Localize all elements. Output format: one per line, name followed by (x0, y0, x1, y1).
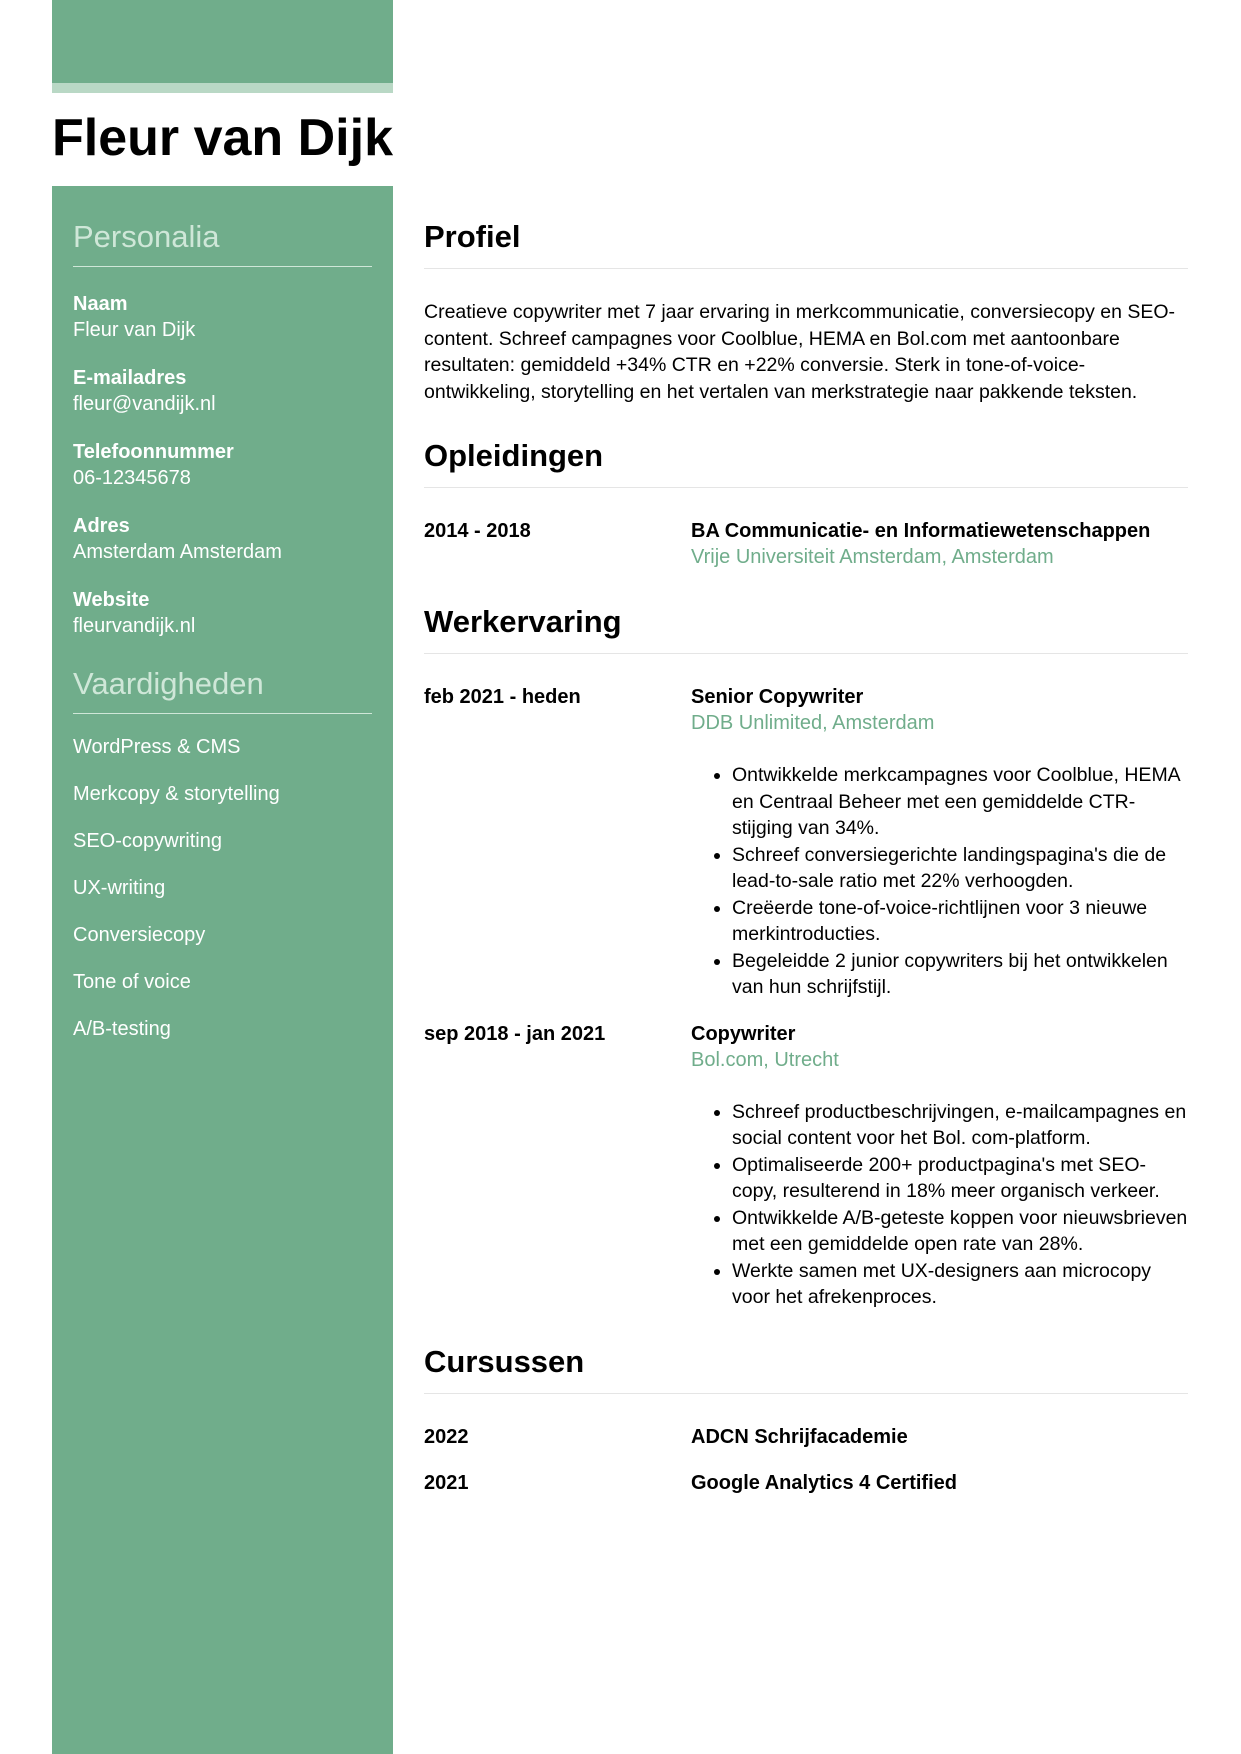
bullet-item: • Optimaliseerde 200+ productpagina's met SEO-copy, resulterend in 18% meer organisch verkeer. (732, 1152, 1188, 1205)
personal-item-address (73, 513, 372, 565)
entry-period: sep 2018 - jan 2021 (424, 1022, 606, 1045)
header-accent-strip (52, 83, 393, 93)
bullet-item: • Ontwikkelde A/B-geteste koppen voor nieuwsbrieven met een gemiddelde open rate van 28%. (732, 1205, 1188, 1258)
entry-body (691, 684, 1188, 1001)
profile-heading: Profiel (424, 218, 1188, 269)
entry-title: Copywriter (691, 1022, 796, 1045)
course-title: ADCN Schrijfacademie (691, 1425, 908, 1448)
entry-bullets (691, 762, 1188, 1001)
skill-item: Conversiecopy (73, 924, 206, 946)
skill-item: A/B-testing (73, 1018, 171, 1040)
entry-title: BA Communicatie- en Informatiewetenschappen (691, 520, 1151, 542)
experience-entry (424, 1021, 1188, 1311)
main-content (424, 186, 1188, 1496)
experience-section (424, 603, 1188, 1311)
course-year: 2021 (424, 1471, 469, 1494)
entry-org: Bol.com, Utrecht (691, 1048, 839, 1071)
entry-bullets (691, 1099, 1188, 1311)
personal-label: Website (73, 589, 150, 611)
course-entry (424, 1470, 1188, 1496)
bullet-item: • Creëerde tone-of-voice-richtlijnen voor 3 nieuwe merkintroducties. (732, 895, 1188, 948)
entry-body (691, 1021, 1188, 1311)
personal-list (73, 291, 372, 639)
skill-item: Merkcopy & storytelling (73, 783, 280, 805)
entry-title: Senior Copywriter (691, 686, 864, 708)
personal-value: 06-12345678 (73, 467, 191, 489)
education-entry (424, 518, 1188, 571)
course-title: Google Analytics 4 Certified (691, 1471, 957, 1494)
courses-heading: Cursussen (424, 1343, 1188, 1394)
bullet-item: • Begeleidde 2 junior copywriters bij het ontwikkelen van hun schrijfstijl. (732, 948, 1188, 1001)
personal-item-name (73, 291, 372, 343)
course-entry (424, 1424, 1188, 1450)
education-section (424, 437, 1188, 571)
personal-value: Amsterdam Amsterdam (73, 541, 282, 563)
personal-item-website (73, 587, 372, 639)
bullet-item: • Schreef productbeschrijvingen, e-mailcampagnes en social content voor het Bol. com-platform. (732, 1099, 1188, 1152)
course-year: 2022 (424, 1425, 469, 1448)
personal-value: fleurvandijk.nl (73, 615, 196, 637)
header-accent-block (52, 0, 393, 83)
entry-org: Vrije Universiteit Amsterdam, Amsterdam (691, 546, 1054, 568)
personal-label: E-mailadres (73, 367, 187, 389)
experience-entry (424, 684, 1188, 1001)
skills-list (73, 734, 372, 1042)
personal-label: Naam (73, 293, 128, 315)
entry-period: feb 2021 - heden (424, 686, 581, 708)
skill-item: UX-writing (73, 877, 166, 899)
skill-item: Tone of voice (73, 971, 191, 993)
personal-item-phone (73, 439, 372, 491)
personal-item-email (73, 365, 372, 417)
bullet-item: • Werkte samen met UX-designers aan microcopy voor het afrekenproces. (732, 1258, 1188, 1311)
personal-label: Telefoonnummer (73, 441, 234, 463)
profile-section (424, 218, 1188, 405)
entry-period: 2014 - 2018 (424, 520, 531, 542)
skills-heading: Vaardigheden (73, 665, 372, 714)
education-heading: Opleidingen (424, 437, 1188, 488)
entry-body (691, 518, 1188, 571)
courses-section (424, 1343, 1188, 1496)
experience-heading: Werkervaring (424, 603, 1188, 654)
bullet-item: • Ontwikkelde merkcampagnes voor Coolblue, HEMA en Centraal Beheer met een gemiddelde CTR-stijging van 34%. (732, 762, 1188, 842)
personal-value: fleur@vandijk.nl (73, 393, 216, 415)
bullet-item: • Schreef conversiegerichte landingspagina's die de lead-to-sale ratio met 22% verhoogden. (732, 842, 1188, 895)
personal-label: Adres (73, 515, 130, 537)
personal-value: Fleur van Dijk (73, 319, 196, 341)
skill-item: WordPress & CMS (73, 736, 241, 758)
skill-item: SEO-copywriting (73, 830, 222, 852)
profile-text: Creatieve copywriter met 7 jaar ervaring in merkcommunicatie, conversiecopy en SEO-content. Schreef campagnes voor Coolblue, HEMA en Bol.com met aantoonbare resultaten: gemiddeld +34% CTR en +22% conversie. Sterk in tone-of-voice-ontwikkeling, storytelling en het vertalen van merkstrategie naar pakkende teksten. (424, 301, 1176, 403)
entry-org: DDB Unlimited, Amsterdam (691, 712, 935, 734)
personal-heading: Personalia (73, 218, 372, 267)
sidebar (52, 186, 393, 1754)
page-title: Fleur van Dijk (52, 109, 393, 167)
